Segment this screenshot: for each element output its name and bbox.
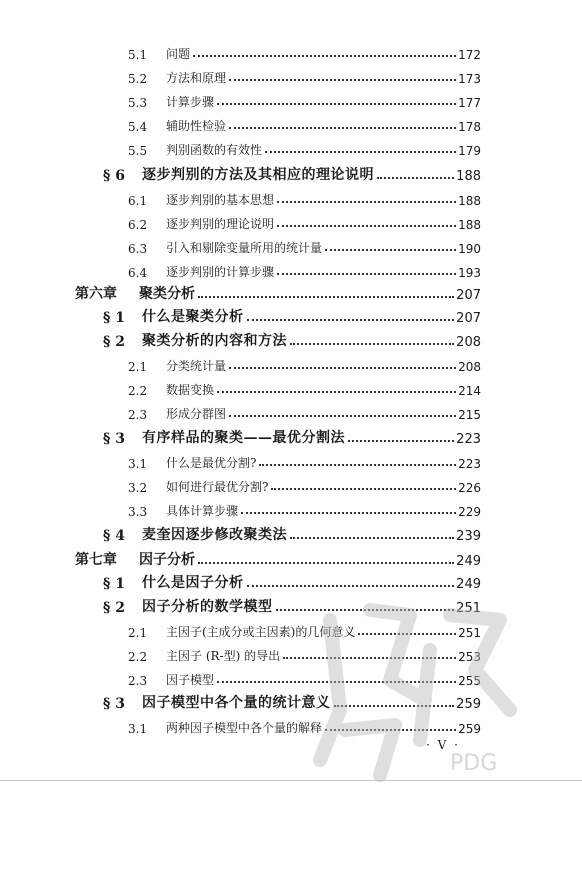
toc-entry-number: 6.2 <box>128 218 148 232</box>
toc-section <box>103 522 481 544</box>
toc-section-title: 聚类分析的内容和方法 <box>142 333 287 349</box>
toc-entry <box>128 352 481 374</box>
toc-entry-page: 215 <box>458 408 481 422</box>
toc-entry-title: 问题 <box>166 47 191 61</box>
dot-leader <box>241 512 456 514</box>
toc-entry-page: 178 <box>458 120 481 134</box>
toc-entry-number: 6.4 <box>128 266 148 280</box>
toc-entry <box>128 234 481 256</box>
dot-leader <box>271 488 456 490</box>
toc-section-number: § 1 <box>103 576 125 592</box>
toc-section-number: § 2 <box>103 334 125 350</box>
toc-section-number: § 2 <box>103 600 125 616</box>
dot-leader <box>377 177 454 179</box>
toc-entry-page: 172 <box>458 48 481 62</box>
toc-chapter-title: 聚类分析 <box>139 286 195 302</box>
toc-entry-page: 229 <box>458 505 481 519</box>
toc-entry-title: 形成分群图 <box>166 407 227 421</box>
toc-section <box>103 304 481 326</box>
toc-entry-number: 5.3 <box>128 96 148 110</box>
toc-section-page: 239 <box>456 529 481 544</box>
dot-leader <box>247 319 455 321</box>
toc-entry-title: 具体计算步骤 <box>166 504 239 518</box>
toc-entry-title: 两种因子模型中各个量的解释 <box>166 721 323 735</box>
toc-chapter-page: 207 <box>456 288 481 303</box>
toc-section-page: 188 <box>456 169 481 184</box>
dot-leader <box>229 367 456 369</box>
dot-leader <box>217 391 456 393</box>
toc-entry <box>128 400 481 422</box>
toc-entry <box>128 210 481 232</box>
toc-section-title: 什么是因子分析 <box>142 575 244 591</box>
toc-entry-number: 6.3 <box>128 242 148 256</box>
toc-entry-page: 259 <box>458 722 481 736</box>
toc-chapter-page: 249 <box>456 554 481 569</box>
toc-entry <box>128 497 481 519</box>
dot-leader <box>229 415 456 417</box>
toc-entry-page: 223 <box>458 457 481 471</box>
dot-leader <box>229 79 456 81</box>
toc-entry-number: 3.2 <box>128 481 148 495</box>
toc-section-number: § 6 <box>103 168 125 184</box>
toc-section-page: 259 <box>456 697 481 712</box>
toc-section-title: 麦奎因逐步修改聚类法 <box>142 527 287 543</box>
toc-chapter-number: 第六章 <box>75 286 117 302</box>
toc-entry-title: 如何进行最优分割? <box>166 480 269 494</box>
toc-entry-number: 3.3 <box>128 505 148 519</box>
toc-entry-number: 2.1 <box>128 626 148 640</box>
dot-leader <box>277 273 456 275</box>
toc-entry-title: 因子模型 <box>166 673 215 687</box>
toc-section-page: 207 <box>456 311 481 326</box>
toc-entry-number: 2.3 <box>128 674 148 688</box>
toc-entry-title: 方法和原理 <box>166 71 227 85</box>
toc-entry-number: 5.5 <box>128 144 148 158</box>
toc-section <box>103 328 481 350</box>
toc-entry-number: 5.1 <box>128 48 148 62</box>
toc-section-title: 有序样品的聚类——最优分割法 <box>142 430 345 446</box>
toc-section <box>103 162 481 184</box>
toc-section-title: 什么是聚类分析 <box>142 309 244 325</box>
toc-entry-page: 253 <box>458 650 481 664</box>
toc-entry <box>128 88 481 110</box>
toc-entry-number: 5.2 <box>128 72 148 86</box>
toc-section-title: 因子模型中各个量的统计意义 <box>142 695 331 711</box>
dot-leader <box>277 225 456 227</box>
toc-entry-title: 引入和剔除变量所用的统计量 <box>166 241 323 255</box>
page-marker: · V · <box>426 738 460 752</box>
toc-chapter-title: 因子分析 <box>139 552 195 568</box>
toc-section-page: 251 <box>456 601 481 616</box>
toc-entry-title: 分类统计量 <box>166 359 227 373</box>
dot-leader <box>229 127 456 129</box>
toc-section-page: 249 <box>456 577 481 592</box>
toc-section-number: § 3 <box>103 431 125 447</box>
toc-entry-page: 179 <box>458 144 481 158</box>
dot-leader <box>290 537 454 539</box>
toc-section <box>103 570 481 592</box>
toc-entry <box>128 186 481 208</box>
toc-entry <box>128 136 481 158</box>
toc-entry-page: 226 <box>458 481 481 495</box>
dot-leader <box>217 103 456 105</box>
dot-leader <box>247 585 455 587</box>
toc-entry-number: 2.2 <box>128 650 148 664</box>
toc-section-title: 逐步判别的方法及其相应的理论说明 <box>142 167 374 183</box>
toc-section-title: 因子分析的数学模型 <box>142 599 273 615</box>
toc-entry-page: 251 <box>458 626 481 640</box>
toc-entry-number: 2.2 <box>128 384 148 398</box>
toc-section-number: § 3 <box>103 696 125 712</box>
toc-entry-page: 173 <box>458 72 481 86</box>
toc-chapter-number: 第七章 <box>75 552 117 568</box>
dot-leader <box>265 151 456 153</box>
toc-section-number: § 4 <box>103 528 125 544</box>
toc-entry-page: 193 <box>458 266 481 280</box>
toc-entry-page: 188 <box>458 218 481 232</box>
toc-entry-title: 辅助性检验 <box>166 119 227 133</box>
toc-entry-title: 逐步判别的理论说明 <box>166 217 275 231</box>
toc-section-number: § 1 <box>103 310 125 326</box>
toc-entry <box>128 376 481 398</box>
toc-section <box>103 425 481 447</box>
toc-chapter <box>75 547 481 569</box>
toc-entry-page: 255 <box>458 674 481 688</box>
toc-entry <box>128 473 481 495</box>
toc-entry-number: 2.3 <box>128 408 148 422</box>
toc-entry-title: 逐步判别的基本思想 <box>166 193 275 207</box>
toc-section-page: 208 <box>456 335 481 350</box>
dot-leader <box>198 562 454 564</box>
toc-entry-number: 2.1 <box>128 360 148 374</box>
dot-leader <box>277 201 456 203</box>
toc-entry <box>128 112 481 134</box>
toc-entry-number: 3.1 <box>128 722 148 736</box>
toc-chapter <box>75 281 481 303</box>
toc-entry-title: 数据变换 <box>166 383 215 397</box>
dot-leader <box>198 296 454 298</box>
toc-entry-page: 177 <box>458 96 481 110</box>
dot-leader <box>259 464 456 466</box>
toc-entry-title: 主因子 (R-型) 的导出 <box>166 649 281 663</box>
dot-leader <box>325 249 456 251</box>
toc-entry <box>128 64 481 86</box>
toc-entry-number: 6.1 <box>128 194 148 208</box>
toc-entry <box>128 449 481 471</box>
toc-entry-page: 214 <box>458 384 481 398</box>
watermark-text: PDG <box>450 751 498 776</box>
toc-entry-page: 208 <box>458 360 481 374</box>
toc-section-page: 223 <box>456 432 481 447</box>
toc-entry-page: 188 <box>458 194 481 208</box>
toc-entry <box>128 258 481 280</box>
dot-leader <box>348 440 454 442</box>
dot-leader <box>193 55 456 57</box>
toc-entry-title: 判别函数的有效性 <box>166 143 263 157</box>
dot-leader <box>290 343 454 345</box>
toc-entry-title: 什么是最优分割? <box>166 456 257 470</box>
toc-entry-title: 主因子(主成分或主因素)的几何意义 <box>166 625 356 639</box>
toc-entry-number: 5.4 <box>128 120 148 134</box>
toc-entry-number: 3.1 <box>128 457 148 471</box>
toc-entry-title: 计算步骤 <box>166 95 215 109</box>
pdg-watermark-seal <box>300 590 540 790</box>
toc-entry-title: 逐步判别的计算步骤 <box>166 265 275 279</box>
toc-entry-page: 190 <box>458 242 481 256</box>
toc-entry <box>128 40 481 62</box>
